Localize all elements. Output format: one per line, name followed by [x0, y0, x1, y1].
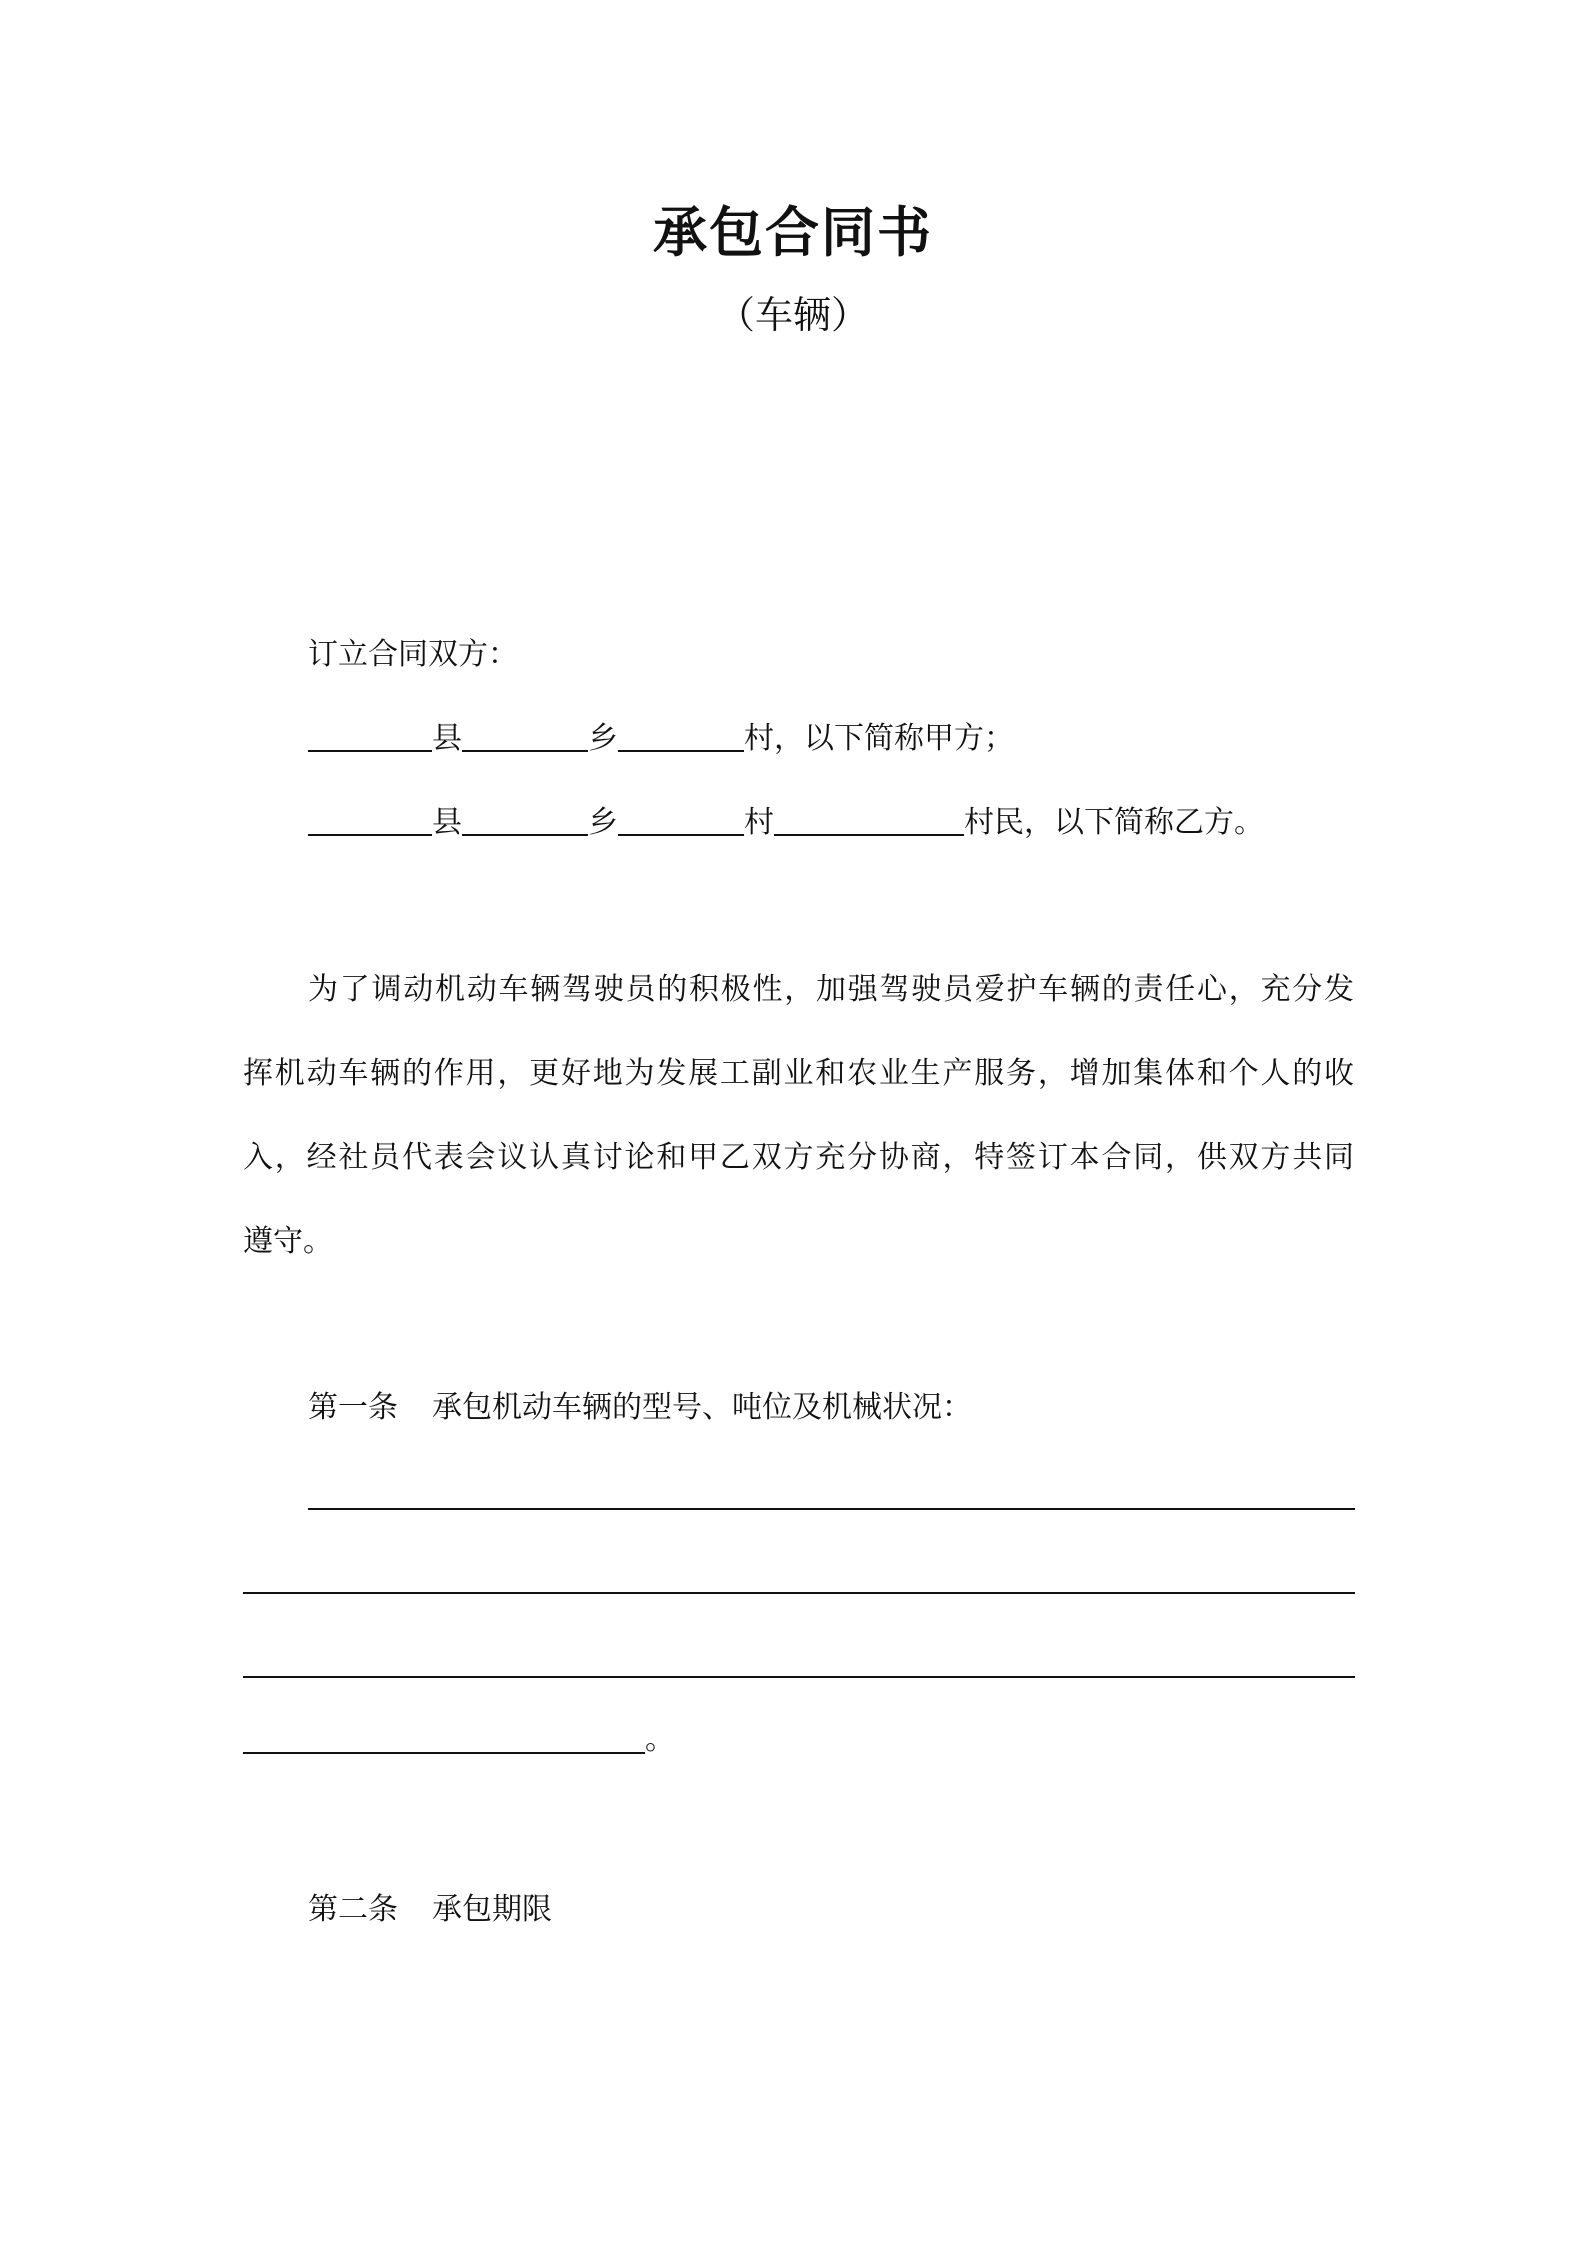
article-1-end-mark: 。	[645, 1722, 675, 1757]
article-1-fill-line-short[interactable]	[243, 1752, 645, 1754]
party-b-township-label: 乡	[588, 805, 618, 840]
party-a-line	[308, 717, 1014, 761]
article-1-number: 第一条	[308, 1390, 398, 1425]
party-b-village-label: 村	[744, 805, 774, 840]
party-a-tail: 村，以下简称甲方；	[744, 721, 1014, 756]
preamble-line: 挥机动车辆的作用，更好地为发展工副业和农业生产服务，增加集体和个人的收	[243, 1056, 1354, 1091]
party-b-name-blank[interactable]	[774, 804, 964, 836]
party-a-county-label: 县	[432, 721, 462, 756]
party-a-township-blank[interactable]	[462, 720, 588, 752]
article-1-heading	[308, 1386, 972, 1430]
party-a-county-blank[interactable]	[308, 720, 432, 752]
party-b-county-blank[interactable]	[308, 804, 432, 836]
preamble-line: 遵守。	[243, 1224, 333, 1259]
article-1-fill-line[interactable]	[308, 1508, 1355, 1510]
article-1-text: 承包机动车辆的型号、吨位及机械状况：	[432, 1390, 972, 1425]
article-1-fill-line[interactable]	[243, 1676, 1355, 1678]
party-a-township-label: 乡	[588, 721, 618, 756]
party-b-village-blank[interactable]	[618, 804, 744, 836]
preamble-line: 入，经社员代表会议认真讨论和甲乙双方充分协商，特签订本合同，供双方共同	[243, 1140, 1354, 1175]
parties-heading: 订立合同双方：	[308, 637, 518, 672]
party-b-line	[308, 801, 1264, 845]
party-b-township-blank[interactable]	[462, 804, 588, 836]
article-2-heading	[308, 1888, 552, 1932]
article-1-fill-line[interactable]	[243, 1592, 1355, 1594]
article-2-number: 第二条	[308, 1892, 398, 1927]
party-b-county-label: 县	[432, 805, 462, 840]
preamble-line: 为了调动机动车辆驾驶员的积极性，加强驾驶员爱护车辆的责任心，充分发	[308, 972, 1354, 1007]
article-2-text: 承包期限	[432, 1892, 552, 1927]
party-b-tail: 村民，以下简称乙方。	[964, 805, 1264, 840]
party-a-village-blank[interactable]	[618, 720, 744, 752]
document-title: 承包合同书	[653, 201, 933, 264]
document-subtitle: （车辆）	[716, 293, 869, 337]
